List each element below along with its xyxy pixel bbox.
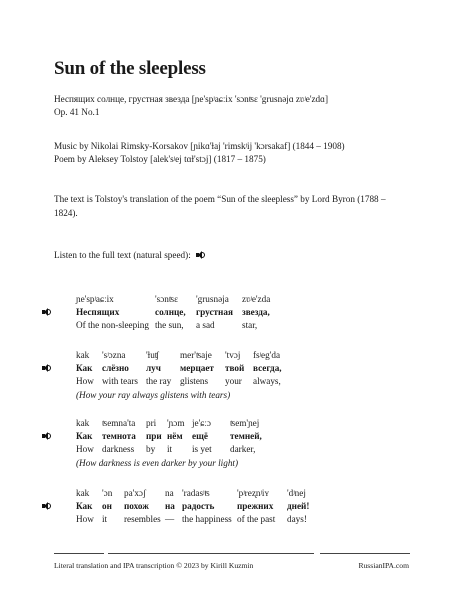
english-word: a sad	[196, 320, 215, 330]
ipa-word: 'ɫuʧ	[146, 350, 160, 360]
russian-word: нём	[167, 431, 183, 441]
english-word: with tears	[102, 376, 138, 386]
ipa-word: 'grusnəja	[196, 294, 229, 304]
speaker-icon[interactable]	[42, 502, 51, 510]
english-word: —	[165, 514, 175, 524]
footer-divider	[320, 553, 410, 554]
translation-note	[54, 193, 412, 220]
english-word: always,	[253, 376, 281, 386]
english-word: darker,	[230, 444, 256, 454]
russian-word: Как	[76, 431, 93, 441]
translation-note-line-1: The text is Tolstoy's translation of the poem “Sun of the sleepless” by Lord Byron (1788 –	[54, 194, 386, 204]
english-word: of the past	[237, 514, 276, 524]
russian-word: Как	[76, 501, 93, 511]
russian-word: твой	[225, 363, 245, 373]
ipa-word: 'radasʲʦ	[182, 488, 210, 498]
russian-word: звезда,	[242, 307, 270, 317]
english-word: the sun,	[155, 320, 184, 330]
ipa-word: pri	[146, 418, 157, 428]
speaker-icon[interactable]	[42, 432, 51, 440]
english-word: Of the non-sleeping	[76, 320, 149, 330]
russian-word: луч	[146, 363, 161, 373]
russian-word: грустная	[196, 307, 233, 317]
footer-copyright: Literal translation and IPA transcription © 2023 by Kirill Kuzmin	[54, 561, 254, 570]
ipa-word: ʦemna'ta	[102, 418, 136, 428]
english-word: darkness	[102, 444, 135, 454]
ipa-word: kak	[76, 488, 90, 498]
speaker-icon[interactable]	[42, 308, 51, 316]
ipa-word: 'ɔn	[102, 488, 113, 498]
ipa-word: ɲe'spʲaɕːix	[76, 294, 114, 304]
english-word: How	[76, 376, 94, 386]
ipa-word: fsʲeg'da	[253, 350, 281, 360]
listen-full-text	[54, 250, 205, 260]
english-word: the happiness	[182, 514, 232, 524]
english-word: days!	[287, 514, 307, 524]
english-word: glistens	[180, 376, 209, 386]
ipa-word: kak	[76, 418, 90, 428]
ipa-word: 'ɲɔm	[167, 418, 185, 428]
russian-word: темнота	[102, 431, 136, 441]
english-word: resembles	[124, 514, 161, 524]
ipa-word: zʋʲe'zda	[242, 294, 271, 304]
english-word: How	[76, 444, 94, 454]
russian-word: ещё	[192, 431, 208, 441]
translation-note-line-2: 1824).	[54, 207, 78, 218]
russian-word: похож	[124, 501, 149, 511]
russian-word: радость	[182, 501, 215, 511]
english-word: by	[146, 444, 156, 454]
ipa-word: ʦem'ɲej	[230, 418, 260, 428]
english-word: it	[102, 514, 108, 524]
english-word: your	[225, 376, 242, 386]
speaker-icon[interactable]	[196, 251, 205, 259]
ipa-word: na	[165, 488, 174, 498]
english-word: star,	[242, 320, 258, 330]
page-title: Sun of the sleepless	[54, 58, 206, 79]
russian-word: солнце,	[155, 307, 186, 317]
stanza-translation-note: (How darkness is even darker by your light)	[76, 458, 239, 468]
ipa-word: 'sʲɔzna	[102, 350, 126, 360]
russian-word: он	[102, 501, 112, 511]
footer-divider	[54, 553, 104, 554]
subtitle-russian: Неспящих солнце, грустная звезда [ɲe'spʲaɕːix 'sɔnʦɛ 'grusnəjɑ zʋʲe'zdɑ]	[54, 94, 329, 104]
english-word: it	[167, 444, 173, 454]
listen-label: Listen to the full text (natural speed):	[54, 250, 191, 260]
russian-word: мерцает	[180, 363, 214, 373]
speaker-icon[interactable]	[42, 364, 51, 372]
ipa-word: 'sɔnʦɛ	[155, 294, 178, 304]
ipa-word: kak	[76, 350, 90, 360]
russian-word: всегда,	[253, 363, 282, 373]
ipa-word: 'pʲreʐnʲiʏ	[237, 488, 269, 498]
english-word: How	[76, 514, 94, 524]
russian-word: на	[165, 501, 175, 511]
russian-word: прежних	[237, 501, 274, 511]
music-credit: Music by Nikolai Rimsky-Korsakov [ɲikɑ'ɫaj 'rimskʲij 'kɔrsakaf] (1844 – 1908)	[54, 141, 345, 151]
russian-word: при	[146, 431, 162, 441]
english-word: the ray	[146, 376, 172, 386]
ipa-word: 'tvɔj	[225, 350, 241, 360]
english-word: is yet	[192, 444, 212, 454]
footer-site-link[interactable]: RussianIPA.com	[358, 561, 409, 570]
russian-word: темней,	[230, 431, 262, 441]
poem-credit: Poem by Aleksey Tolstoy [alek'sʲej tɑɫ'stɔj] (1817 – 1875)	[54, 154, 266, 164]
ipa-word: mer'ʦaje	[180, 350, 212, 360]
footer-divider	[108, 553, 314, 554]
opus-number: Op. 41 No.1	[54, 107, 100, 117]
ipa-word: pa'xɔʃ	[124, 488, 147, 498]
stanza-translation-note: (How your ray always glistens with tears)	[76, 390, 231, 400]
ipa-word: 'dʲnej	[287, 488, 306, 498]
russian-word: слёзно	[102, 363, 129, 373]
russian-word: Как	[76, 363, 93, 373]
ipa-word: je'ɕːɔ	[192, 418, 211, 428]
russian-word: Неспящих	[76, 307, 120, 317]
russian-word: дней!	[287, 501, 310, 511]
